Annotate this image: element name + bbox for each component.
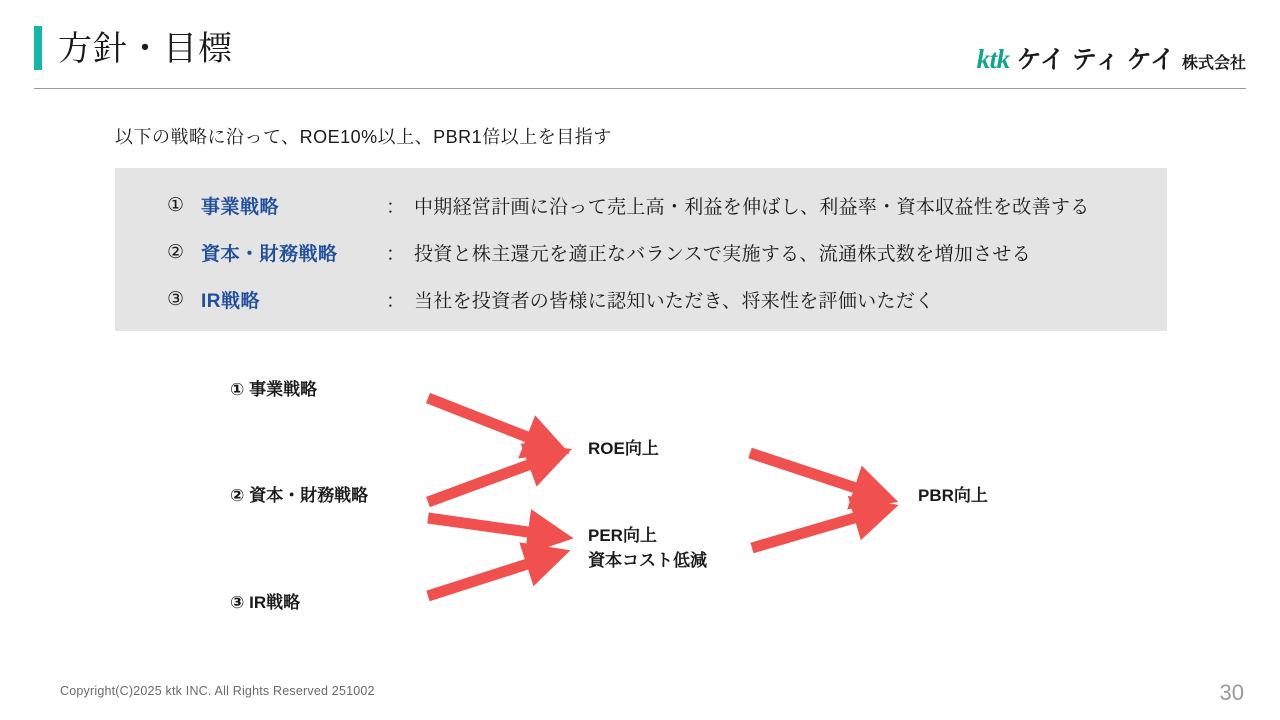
diagram-node-pbr: PBR向上 — [918, 486, 988, 505]
copyright-text: Copyright(C)2025 ktk INC. All Rights Reserved 251002 — [60, 684, 375, 698]
arrow-roe-to-pbr — [750, 453, 868, 492]
diagram-node-strategy2: ② 資本・財務戦略 — [230, 486, 369, 505]
strategy-row — [115, 279, 1167, 319]
strategy-label: IR戦略 — [201, 290, 261, 312]
arrow-strategy3-to-per — [428, 560, 540, 596]
diagram-node-strategy3: ③ IR戦略 — [230, 593, 301, 612]
strategy-colon: ： — [386, 196, 406, 218]
diagram-arrows — [0, 350, 1280, 640]
title-accent-bar — [34, 26, 42, 70]
strategy-row — [115, 232, 1167, 272]
header-divider — [34, 88, 1246, 89]
diagram-node-per-line1: PER向上 — [588, 526, 657, 545]
diagram-node-per-line2: 資本コスト低減 — [588, 551, 707, 570]
arrow-per-to-pbr — [752, 514, 868, 548]
page-title: 方針・目標 — [58, 30, 233, 68]
strategy-label: 資本・財務戦略 — [201, 243, 338, 265]
arrow-strategy1-to-roe — [428, 398, 540, 442]
strategy-label: 事業戦略 — [201, 196, 280, 218]
diagram-node-per — [588, 523, 707, 573]
strategy-description: 当社を投資者の皆様に認知いただき、将来性を評価いただく — [414, 290, 935, 312]
page-number: 30 — [1219, 680, 1244, 705]
strategy-description: 投資と株主還元を適正なバランスで実施する、流通株式数を増加させる — [414, 243, 1032, 265]
logo-kana-text: ケイ ティ ケイ — [1016, 46, 1175, 74]
strategy-colon: ： — [386, 290, 406, 312]
arrow-strategy2-to-roe — [428, 460, 542, 502]
slide-header — [0, 0, 1280, 90]
strategy-colon: ： — [386, 243, 406, 265]
lead-text: 以下の戦略に沿って、ROE10%以上、PBR1倍以上を目指す — [115, 127, 612, 147]
logo-corp-text: 株式会社 — [1181, 55, 1246, 72]
logo-mark-text: ktk — [976, 44, 1010, 74]
strategy-number: ③ — [167, 288, 185, 310]
strategy-flow-diagram — [0, 350, 1280, 640]
strategy-row — [115, 185, 1167, 225]
company-logo — [977, 40, 1246, 76]
strategy-description: 中期経営計画に沿って売上高・利益を伸ばし、利益率・資本収益性を改善する — [414, 196, 1090, 218]
strategy-number: ② — [167, 241, 185, 263]
strategy-number: ① — [167, 194, 185, 216]
diagram-node-strategy1: ① 事業戦略 — [230, 380, 318, 399]
arrow-strategy2-to-per — [428, 518, 542, 534]
strategy-box — [115, 168, 1167, 331]
diagram-node-roe: ROE向上 — [588, 439, 659, 458]
